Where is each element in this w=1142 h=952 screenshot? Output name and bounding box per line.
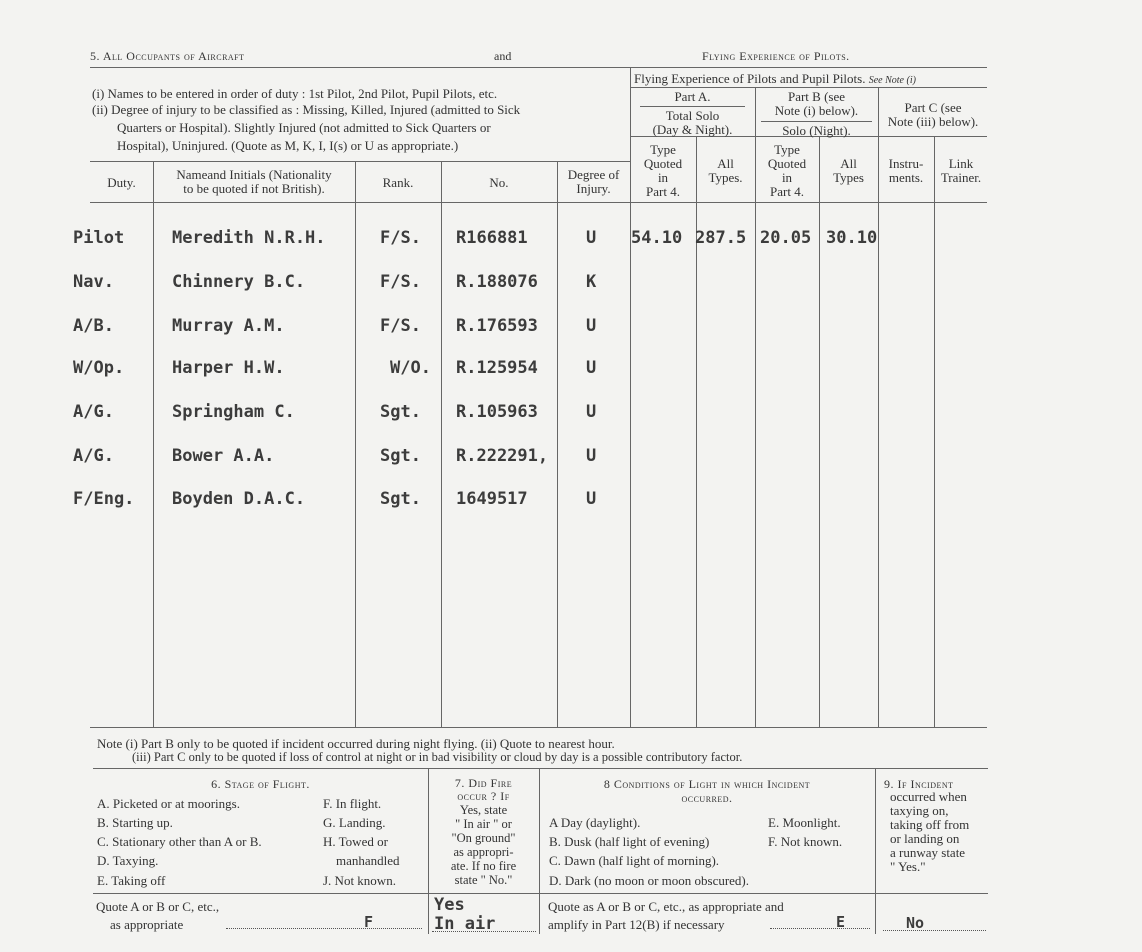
light-title-line2: occurred. (681, 791, 733, 805)
part-b-header (755, 90, 878, 138)
crew-part-b-all: 30.10 (826, 228, 878, 248)
crew-name: Murray A.M. (172, 316, 285, 336)
fire-line2: " In air " or (455, 817, 512, 831)
flying-exp-title: Flying Experience of Pilots and Pupil Pilots. (634, 71, 866, 86)
col-line (819, 136, 820, 727)
solo-night-label: Solo (Night). (761, 121, 872, 138)
flying-exp-see-note: See Note (i) (868, 75, 916, 86)
taxy-answer: No (906, 914, 925, 932)
crew-name: Chinnery B.C. (172, 272, 306, 292)
col-a-all-line1: All (717, 156, 734, 171)
crew-duty: A/G. (73, 402, 114, 422)
day-night-label: (Day & Night). (652, 122, 733, 137)
total-solo-label: Total Solo (640, 106, 745, 123)
col-name (153, 168, 355, 196)
col-line (355, 161, 356, 727)
col-a-all-line2: Types. (708, 170, 743, 185)
stage-quote-line2: as appropriate (110, 917, 184, 932)
crew-rank: Sgt. (380, 402, 421, 422)
col-b-all-line2: Types (833, 170, 864, 185)
col-line (934, 136, 935, 727)
col-line (875, 768, 876, 934)
fire-line6: state " No." (454, 873, 513, 887)
fire-instructions (428, 803, 539, 887)
stage-h-cont: manhandled (336, 853, 400, 868)
part-a-label: Part A. (674, 89, 711, 104)
col-injury-line2: Injury. (576, 181, 611, 196)
stage-a: A. Picketed or at moorings. (97, 796, 240, 811)
light-quote-line2: amplify in Part 12(B) if necessary (548, 917, 725, 932)
fire-line3: "On ground" (451, 831, 516, 845)
col-instruments-line1: Instru- (888, 156, 924, 171)
crew-number: R166881 (456, 228, 528, 248)
crew-injury: K (586, 272, 597, 292)
col-injury (557, 168, 630, 196)
crew-name: Springham C. (172, 402, 295, 422)
crew-part-a-type: 54.10 (631, 228, 683, 248)
crew-number: R.176593 (456, 316, 538, 336)
crew-rank: Sgt. (380, 489, 421, 509)
col-b-type-line4: Part 4. (770, 184, 804, 199)
stage-d: D. Taxying. (97, 853, 159, 868)
rule (90, 161, 630, 162)
light-answer-line (770, 928, 870, 929)
col-line (557, 161, 558, 727)
col-link-trainer (934, 157, 988, 185)
col-b-type (755, 143, 819, 199)
crew-part-a-all: 287.5 (695, 228, 747, 248)
crew-injury: U (586, 489, 597, 509)
section-5-and: and (494, 49, 512, 63)
crew-number: R.222291, (456, 446, 549, 466)
taxy-line4: or landing on (890, 831, 960, 846)
note-line-2: (iii) Part C only to be quoted if loss of control at night or in bad visibility or cloud by day is a possible contributory factor. (132, 750, 743, 764)
light-title (539, 777, 875, 805)
col-b-type-line2: Quoted (767, 156, 807, 171)
crew-injury: U (586, 228, 597, 248)
crew-duty: A/B. (73, 316, 114, 336)
stage-c: C. Stationary other than A or B. (97, 834, 262, 849)
part-a-header (630, 90, 755, 137)
rule (93, 893, 988, 894)
col-line (153, 161, 154, 727)
instruction-line-2: (ii) Degree of injury to be classified as : Missing, Killed, Injured (admitted to Sick (92, 102, 521, 117)
stage-f: F. In flight. (323, 796, 382, 811)
light-c: C. Dawn (half light of morning). (549, 853, 720, 868)
crew-injury: U (586, 446, 597, 466)
part-c-label: Part C (see (904, 100, 962, 115)
crew-injury: U (586, 402, 597, 422)
taxy-answer-line (883, 930, 986, 931)
taxy-line6: " Yes." (890, 859, 926, 874)
crew-injury: U (586, 358, 597, 378)
col-line (441, 161, 442, 727)
instruction-line-1: (i) Names to be entered in order of duty : 1st Pilot, 2nd Pilot, Pupil Pilots, etc. (92, 86, 498, 101)
col-a-type (630, 143, 696, 199)
crew-number: R.125954 (456, 358, 538, 378)
crew-rank: Sgt. (380, 446, 421, 466)
crew-number: R.188076 (456, 272, 538, 292)
stage-quote-line1: Quote A or B or C, etc., (96, 899, 220, 914)
part-b-label: Part B (see (787, 89, 846, 104)
taxy-line5: a runway state (890, 845, 966, 860)
part-b-note: Note (i) below). (774, 103, 859, 118)
crew-name: Meredith N.R.H. (172, 228, 326, 248)
col-a-type-line1: Type (650, 142, 676, 157)
stage-answer-line (226, 928, 422, 929)
fire-answer-line2: In air (434, 914, 496, 934)
fire-title-line1: 7. Did Fire (454, 776, 513, 790)
col-instruments (878, 157, 934, 185)
crew-rank: W/O. (390, 358, 431, 378)
col-b-all-line1: All (840, 156, 857, 171)
instruction-line-3: Quarters or Hospital). Slightly Injured (not admitted to Sick Quarters or (117, 120, 491, 135)
light-a: A Day (daylight). (549, 815, 641, 830)
col-a-type-line2: Quoted (643, 156, 683, 171)
flying-experience-title: Flying Experience of Pilots. (702, 49, 850, 63)
col-injury-line1: Degree of (567, 167, 620, 182)
crew-duty: Nav. (73, 272, 114, 292)
light-e: E. Moonlight. (768, 815, 841, 830)
crew-part-b-type: 20.05 (760, 228, 812, 248)
light-answer: E (836, 913, 846, 931)
col-name-line2: to be quoted if not British). (183, 181, 325, 196)
light-title-line1: 8 Conditions of Light in which Incident (603, 777, 811, 791)
crew-duty: W/Op. (73, 358, 125, 378)
stage-title: 6. Stage of Flight. (211, 777, 310, 791)
col-duty: Duty. (107, 175, 136, 190)
crew-rank: F/S. (380, 228, 421, 248)
rule (90, 727, 987, 728)
light-f: F. Not known. (768, 834, 843, 849)
crew-rank: F/S. (380, 316, 421, 336)
fire-line4: as appropri- (453, 845, 514, 859)
crew-rank: F/S. (380, 272, 421, 292)
stage-g: G. Landing. (323, 815, 386, 830)
col-link-trainer-line1: Link (948, 156, 974, 171)
crew-name: Harper H.W. (172, 358, 285, 378)
light-b: B. Dusk (half light of evening) (549, 834, 710, 849)
col-a-type-line4: Part 4. (646, 184, 680, 199)
crew-duty: A/G. (73, 446, 114, 466)
light-quote-line1: Quote as A or B or C, etc., as appropriate and (548, 899, 784, 914)
fire-title (428, 777, 539, 803)
col-rank: Rank. (382, 175, 414, 190)
col-a-type-line3: in (657, 170, 669, 185)
fire-title-line2: occur ? If (457, 789, 510, 803)
flying-exp-header (634, 71, 916, 88)
stage-answer: F (364, 913, 374, 931)
fire-line1: Yes, state (459, 803, 508, 817)
col-link-trainer-line2: Trainer. (940, 170, 982, 185)
crew-duty: Pilot (73, 228, 125, 248)
crew-name: Bower A.A. (172, 446, 275, 466)
instruction-line-4: Hospital), Uninjured. (Quote as M, K, I, I(s) or U as appropriate.) (117, 138, 459, 153)
col-number: No. (489, 175, 509, 190)
crew-number: R.105963 (456, 402, 538, 422)
fire-answer-line (432, 931, 536, 932)
part-c-note: Note (iii) below). (887, 114, 979, 129)
stage-h: H. Towed or (323, 834, 388, 849)
col-line (696, 136, 697, 727)
col-name-line1: Nameand Initials (Nationality (176, 167, 332, 182)
stage-e: E. Taking off (97, 873, 166, 888)
light-d: D. Dark (no moon or moon obscured). (549, 873, 750, 888)
crew-duty: F/Eng. (73, 489, 135, 509)
crew-number: 1649517 (456, 489, 528, 509)
taxy-line2: taxying on, (890, 803, 949, 818)
col-b-all (819, 157, 878, 185)
part-c-header (878, 101, 988, 129)
fire-answer-line1: Yes (434, 895, 465, 915)
taxy-instructions (890, 790, 969, 874)
col-b-type-line1: Type (774, 142, 800, 157)
stage-b: B. Starting up. (97, 815, 173, 830)
taxy-line1: occurred when (890, 789, 967, 804)
rule (90, 202, 987, 203)
crew-injury: U (586, 316, 597, 336)
crew-name: Boyden D.A.C. (172, 489, 306, 509)
col-b-type-line3: in (781, 170, 793, 185)
note-line-1: Note (i) Part B only to be quoted if incident occurred during night flying. (ii) Quote to nearest hour. (97, 736, 615, 751)
col-instruments-line2: ments. (888, 170, 924, 185)
stage-j: J. Not known. (323, 873, 396, 888)
fire-line5: ate. If no fire (450, 859, 517, 873)
col-a-all (696, 157, 755, 185)
rule (90, 67, 987, 68)
section-5-title: 5. All Occupants of Aircraft (90, 49, 245, 63)
taxy-title: 9. If Incident (884, 777, 954, 791)
rule (93, 768, 988, 769)
taxy-line3: taking off from (890, 817, 970, 832)
